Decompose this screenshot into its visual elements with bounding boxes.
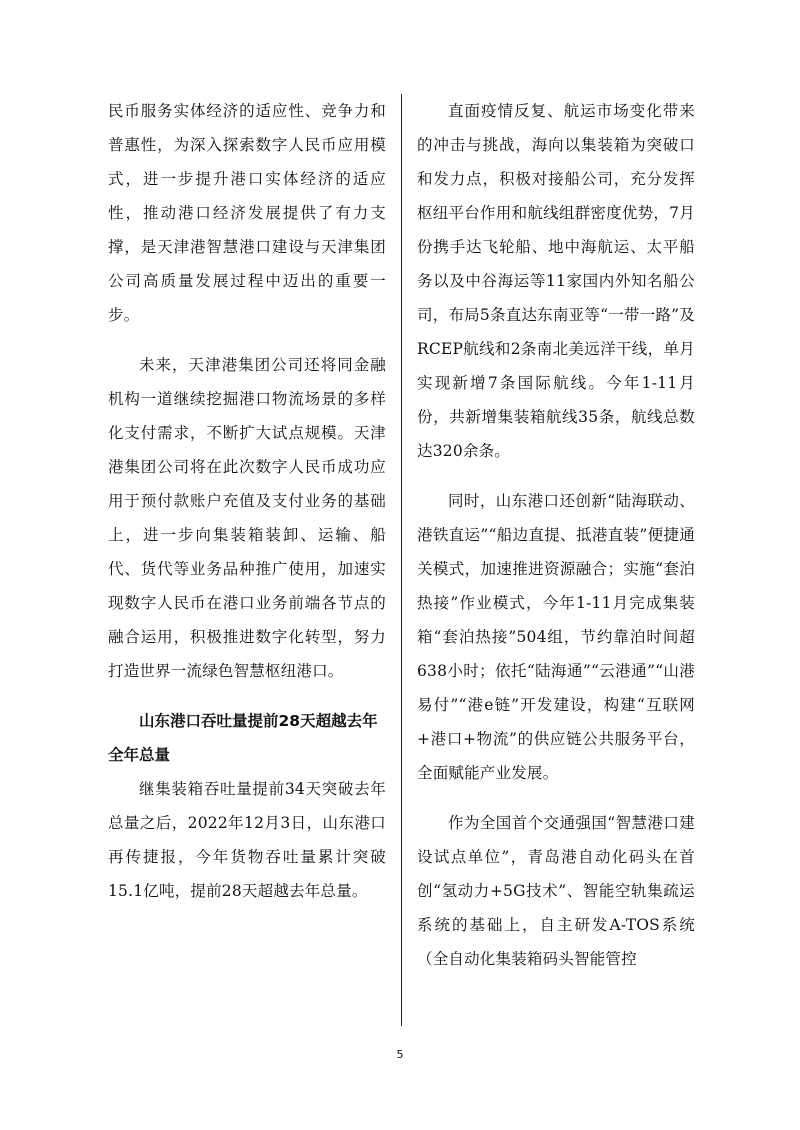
left-column — [108, 94, 386, 908]
paragraph: 作为全国首个交通强国“智慧港口建设试点单位”，青岛港自动化码头在首创“氢动力+5G技术”、智能空轨集疏运系统的基础上，自主研发A-TOS系统（全自动化集装箱码头智能管控 — [417, 814, 695, 968]
section-heading: 山东港口吞吐量提前28天超越去年全年总量 — [108, 712, 378, 764]
paragraph: 继集装箱吞吐量提前34天突破去年总量之后，2022年12月3日，山东港口再传捷报，今年货物吞吐量累计突破15.1亿吨，提前28天超越去年总量。 — [108, 780, 386, 900]
paragraph: 未来，天津港集团公司还将同金融机构一道继续挖掘港口物流场景的多样化支付需求，不断扩大试点规模。天津港集团公司将在此次数字人民币成功应用于预付款账户充值及支付业务的基础上，进一步向集装箱装卸、运输、船代、货代等业务品种推广使用，加速实现数字人民币在港口业务前端各节点的融合运用，积极推进数字化转型，努力打造世界一流绿色智慧枢纽港口。 — [108, 356, 386, 680]
right-column — [417, 94, 695, 976]
paragraph: 民币服务实体经济的适应性、竞争力和普惠性，为深入探索数字人民币应用模式，进一步提升港口实体经济的适应性，推动港口经济发展提供了有力支撑，是天津港智慧港口建设与天津集团公司高质量发展过程中迈出的重要一步。 — [108, 102, 386, 324]
column-divider — [401, 94, 402, 1026]
paragraph: 同时，山东港口还创新“陆海联动、港铁直运”“船边直提、抵港直装”便捷通关模式，加速推进资源融合；实施“套泊热接”作业模式，今年1-11月完成集装箱“套泊热接”504组，节约靠泊时间超638小时；依托“陆海通”“云港通”“山港易付”“港e链”开发建设，构建“互联网+港口+物流”的供应链公共服务平台，全面赋能产业发展。 — [417, 492, 695, 782]
page-number: 5 — [396, 1048, 404, 1061]
paragraph: 直面疫情反复、航运市场变化带来的冲击与挑战，海向以集装箱为突破口和发力点，积极对接船公司，充分发挥枢纽平台作用和航线组群密度优势，7月份携手达飞轮船、地中海航运、太平船务以及中谷海运等11家国内外知名船公司，布局5条直达东南亚等“一带一路”及RCEP航线和2条南北美远洋干线，单月实现新增7条国际航线。今年1-11月份，共新增集装箱航线35条，航线总数达320余条。 — [417, 102, 695, 460]
